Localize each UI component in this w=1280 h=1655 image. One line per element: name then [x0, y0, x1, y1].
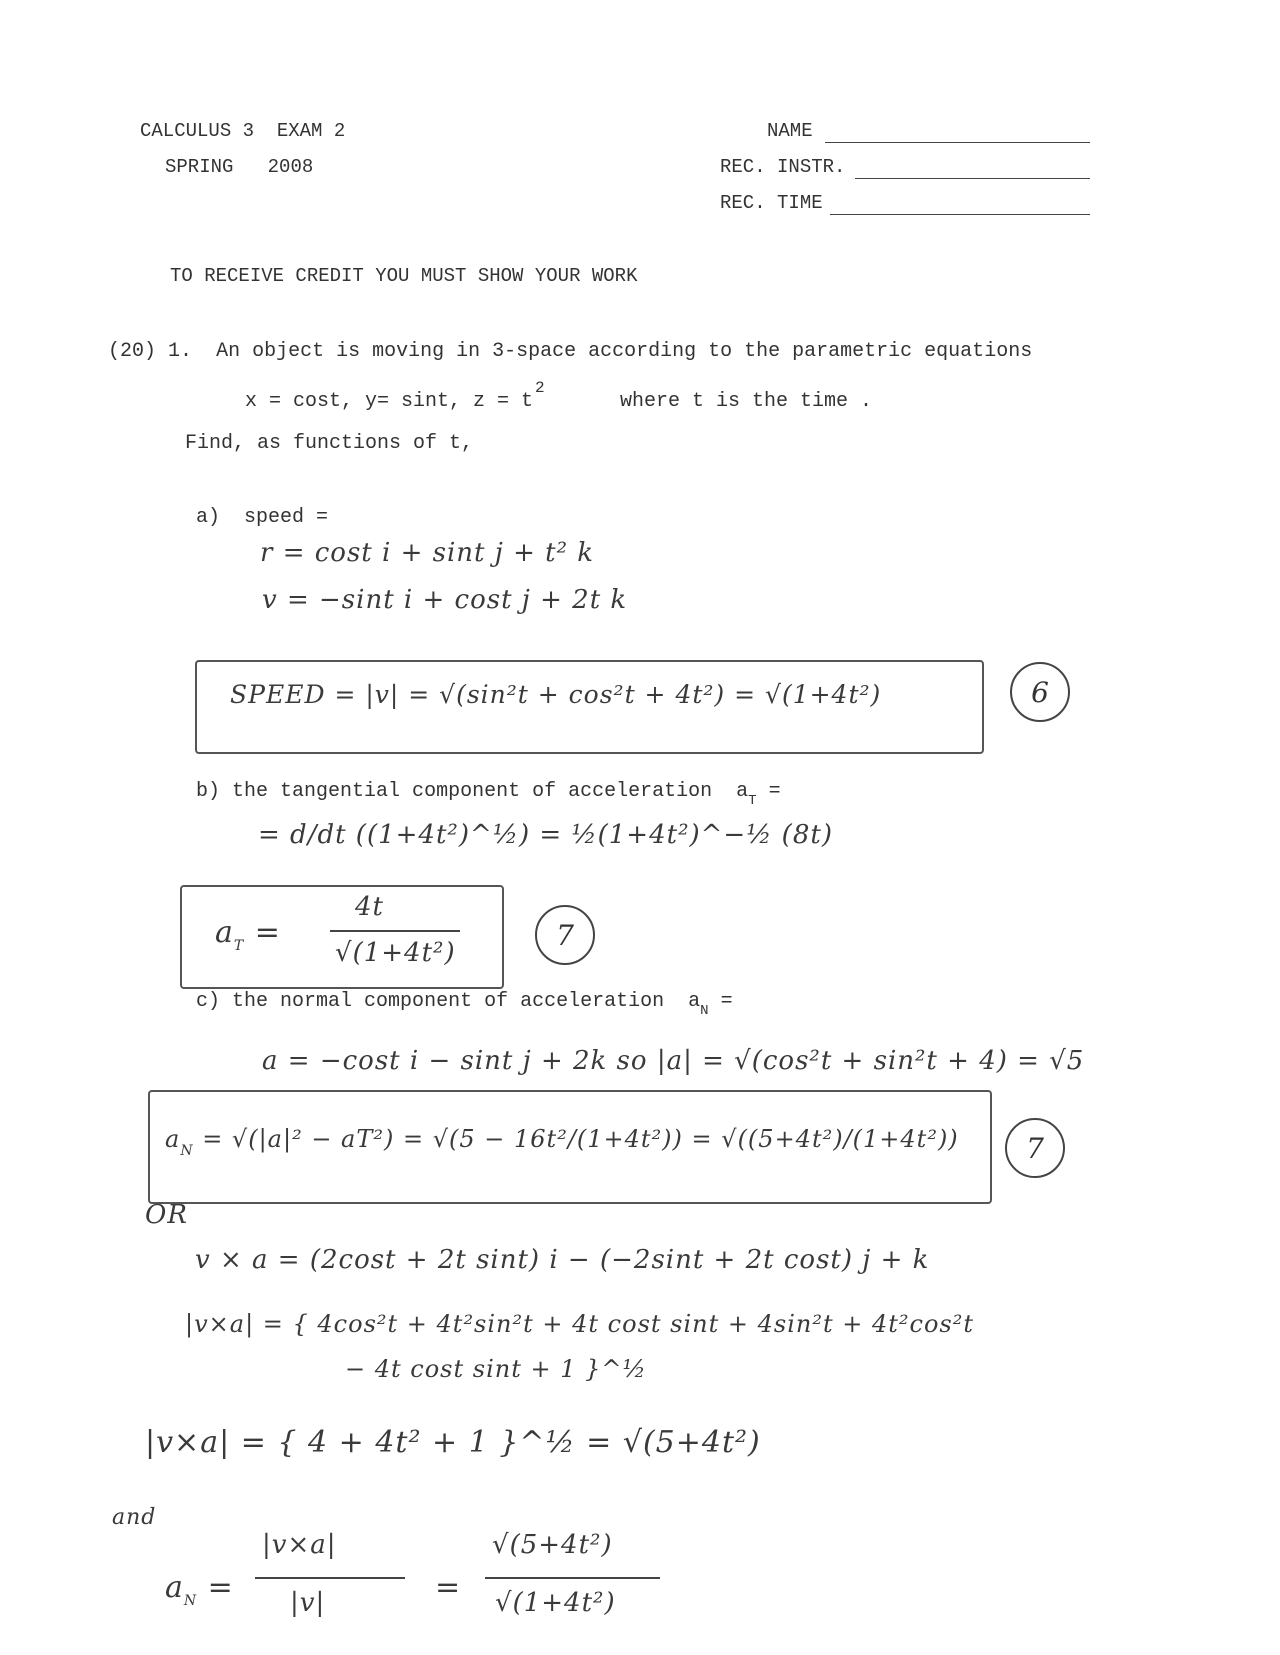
- or-label: OR: [145, 1200, 188, 1230]
- name-label: NAME: [767, 120, 813, 142]
- term: SPRING: [165, 156, 234, 178]
- equations-text: x = cost, y= sint, z = t: [245, 390, 534, 413]
- parametric-equations: [245, 379, 545, 413]
- part-b-prompt: [196, 780, 781, 809]
- problem-header: [108, 340, 1032, 363]
- part-c-answer: [165, 1125, 959, 1159]
- rec-time-field[interactable]: [830, 214, 1090, 215]
- an-symbol: a: [165, 1570, 184, 1605]
- part-c-answer-rest: = √(|a|² − aT²) = √(5 − 16t²/(1+4t²)) = √((5+4t²)/(1+4t²)): [193, 1125, 959, 1153]
- header-course: [140, 120, 345, 142]
- where-clause: where t is the time .: [620, 390, 873, 413]
- cross-magnitude-1b: − 4t cost sint + 1 }^½: [345, 1355, 647, 1383]
- part-a-work-v: v = −sint i + cost j + 2t k: [262, 585, 628, 615]
- part-b-answer-den: √(1+4t²): [335, 938, 456, 968]
- an-denominator-2: √(1+4t²): [495, 1588, 616, 1618]
- an-fraction-bar-1: [255, 1577, 405, 1579]
- part-b-symbol: a: [736, 780, 749, 803]
- part-c-label: c): [196, 990, 221, 1013]
- part-a-work-r: r = cost i + sint j + t² k: [260, 538, 595, 568]
- an-sub: N: [183, 1593, 198, 1609]
- part-b-text: the tangential component of acceleration: [232, 780, 713, 803]
- part-b-label: b): [196, 780, 221, 803]
- part-c-prompt: [196, 990, 733, 1019]
- points: (20): [108, 340, 157, 363]
- part-b-answer-sub: T: [233, 938, 245, 954]
- and-label: and: [112, 1505, 157, 1530]
- an-fraction-bar-2: [485, 1577, 660, 1579]
- part-a-score: 6: [1010, 662, 1070, 722]
- find-prompt: Find, as functions of t,: [185, 432, 474, 455]
- part-b-answer-num: 4t: [355, 892, 384, 922]
- part-b-work: = d/dt ((1+4t²)^½) = ½(1+4t²)^−½ (8t): [258, 820, 833, 850]
- rec-time-label: REC. TIME: [720, 192, 823, 214]
- an-denominator: |v|: [290, 1588, 326, 1618]
- part-c-score: 7: [1005, 1118, 1065, 1178]
- instruction: TO RECEIVE CREDIT YOU MUST SHOW YOUR WORK: [170, 265, 638, 287]
- part-a-prompt: [196, 506, 328, 529]
- an-lhs: $a_N$ =: [165, 1570, 234, 1609]
- part-c-symbol-sub: N: [700, 1003, 709, 1019]
- part-b-equals: =: [768, 780, 781, 803]
- header-term: [165, 156, 313, 178]
- course-title: CALCULUS 3: [140, 120, 255, 142]
- part-a-answer: SPEED = |v| = √(sin²t + cos²t + 4t²) = √(1+4t²): [230, 680, 882, 709]
- part-b-answer-lhs: $a_T$ =: [215, 915, 281, 954]
- year: 2008: [267, 156, 314, 178]
- problem-number: 1.: [168, 340, 193, 363]
- cross-magnitude-1: |v×a| = { 4cos²t + 4t²sin²t + 4t cost sint + 4sin²t + 4t²cos²t: [185, 1310, 974, 1338]
- part-c-answer-a: a: [165, 1125, 181, 1153]
- name-field[interactable]: [825, 142, 1090, 143]
- cross-product: v × a = (2cost + 2t sint) i − (−2sint + 2t cost) j + k: [195, 1245, 930, 1275]
- part-c-symbol: a: [688, 990, 701, 1013]
- part-b-symbol-sub: T: [748, 793, 757, 809]
- part-a-text: speed =: [244, 506, 329, 529]
- an-numerator-2: √(5+4t²): [492, 1530, 613, 1560]
- cross-magnitude-2: |v×a| = { 4 + 4t² + 1 }^½ = √(5+4t²): [145, 1425, 761, 1460]
- part-a-label: a): [196, 506, 221, 529]
- part-c-work: a = −cost i − sint j + 2k so |a| = √(cos²t + sin²t + 4) = √5: [262, 1046, 1085, 1076]
- rec-instr-label: REC. INSTR.: [720, 156, 846, 178]
- part-b-fraction-bar: [330, 930, 460, 932]
- part-b-score: 7: [535, 905, 595, 965]
- part-c-text: the normal component of acceleration: [232, 990, 665, 1013]
- part-c-answer-sub: N: [180, 1143, 194, 1159]
- part-b-answer-a: a: [215, 915, 234, 950]
- an-equals: =: [435, 1570, 462, 1605]
- an-numerator: |v×a|: [262, 1530, 337, 1560]
- exam-title: EXAM 2: [276, 120, 346, 142]
- equations-exponent: 2: [535, 379, 545, 397]
- problem-statement: An object is moving in 3-space according to the parametric equations: [216, 340, 1033, 363]
- part-c-equals: =: [720, 990, 733, 1013]
- rec-instr-field[interactable]: [855, 178, 1090, 179]
